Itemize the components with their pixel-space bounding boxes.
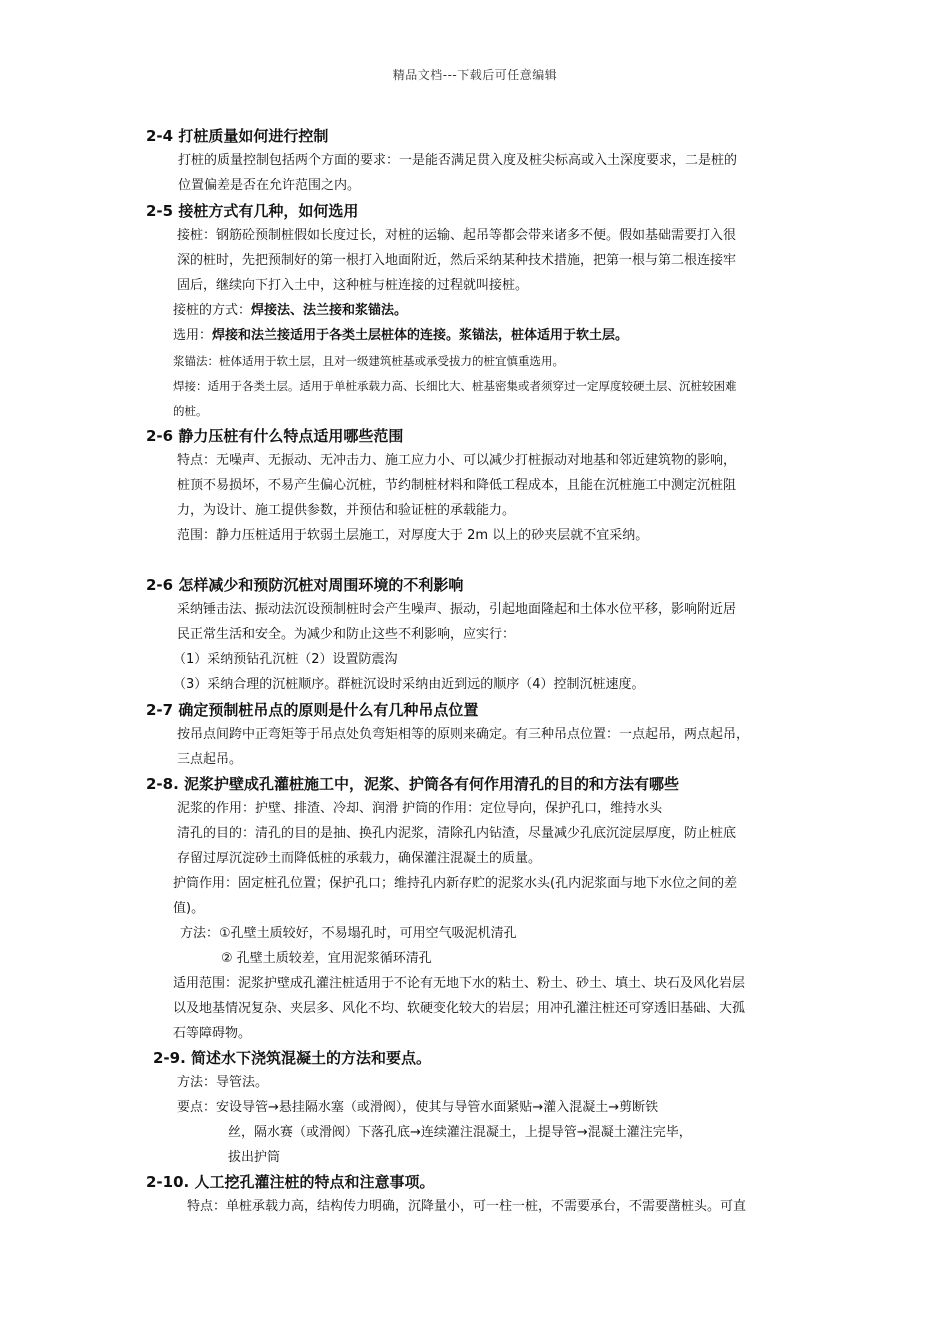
section-title-2-4: 2-4 打桩质量如何进行控制 — [146, 127, 329, 145]
paragraph-line: 适用范围：泥浆护壁成孔灌注桩适用于不论有无地下水的粘土、粉土、砂土、填土、块石及风化岩层 — [173, 976, 746, 991]
paragraph-line: 以及地基情况复杂、夹层多、风化不均、软硬变化较大的岩层；用冲孔灌注桩还可穿透旧基础、大孤 — [173, 1001, 746, 1016]
splice-choose-label: 选用： — [173, 328, 213, 343]
paragraph-line: 值)。 — [173, 901, 205, 916]
paragraph-line: 打桩的质量控制包括两个方面的要求：一是能否满足贯入度及桩尖标高或入土深度要求，二是桩的 — [178, 153, 738, 168]
paragraph-line: 三点起吊。 — [177, 752, 243, 767]
splice-choose-line — [173, 327, 628, 345]
paragraph-line: （1）采纳预钻孔沉桩（2）设置防震沟 — [173, 652, 398, 667]
splice-choose-value: 焊接和法兰接适用于各类土层桩体的连接。浆锚法，桩体适用于软土层。 — [212, 328, 629, 343]
paragraph-line: 存留过厚沉淀砂土而降低桩的承载力，确保灌注混凝土的质量。 — [177, 851, 542, 866]
paragraph-line: 石等障碍物。 — [173, 1026, 252, 1041]
paragraph-line: 护筒作用：固定桩孔位置；保护孔口；维持孔内新存贮的泥浆水头(孔内泥浆面与地下水位之间的差 — [173, 876, 738, 891]
splice-methods-line — [173, 302, 407, 320]
section-title-2-8: 2-8. 泥浆护壁成孔灌桩施工中，泥浆、护筒各有何作用清孔的目的和方法有哪些 — [146, 775, 680, 793]
section-title-2-7: 2-7 确定预制桩吊点的原则是什么有几种吊点位置 — [146, 701, 479, 719]
splice-methods-value: 焊接法、法兰接和浆锚法。 — [251, 303, 408, 318]
paragraph-line: ② 孔壁土质较差，宜用泥浆循环清孔 — [221, 951, 432, 966]
paragraph-line: 桩顶不易损坏，不易产生偏心沉桩，节约制桩材料和降低工程成本，且能在沉桩施工中测定沉桩阻 — [177, 478, 737, 493]
paragraph-line: 接桩：钢筋砼预制桩假如长度过长，对桩的运输、起吊等都会带来诸多不便。假如基础需要打入很 — [177, 228, 737, 243]
paragraph-line: 方法：导管法。 — [177, 1075, 269, 1090]
paragraph-line: 采纳锤击法、振动法沉设预制桩时会产生噪声、振动，引起地面隆起和土体水位平移，影响附近居 — [177, 602, 737, 617]
paragraph-line: 方法：①孔壁土质较好，不易塌孔时，可用空气吸泥机清孔 — [180, 926, 517, 941]
paragraph-line: （3）采纳合理的沉桩顺序。群桩沉设时采纳由近到远的顺序（4）控制沉桩速度。 — [173, 677, 645, 692]
paragraph-line: 拔出护筒 — [228, 1150, 281, 1165]
paragraph-line: 焊接：适用于各类土层。适用于单桩承载力高、长细比大、桩基密集或者须穿过一定厚度较硬土层、沉桩较困难 — [173, 379, 737, 393]
section-title-2-5: 2-5 接桩方式有几种，如何选用 — [146, 202, 359, 220]
splice-methods-label: 接桩的方式： — [173, 303, 252, 318]
paragraph-line: 特点：无噪声、无振动、无冲击力、施工应力小、可以减少打桩振动对地基和邻近建筑物的影响， — [177, 453, 737, 468]
paragraph-line: 要点：安设导管→悬挂隔水塞（或滑阀），使其与导管水面紧贴→灌入混凝土→剪断铁 — [177, 1100, 659, 1115]
paragraph-line: 范围：静力压桩适用于软弱土层施工，对厚度大于 2m 以上的砂夹层就不宜采纳。 — [177, 528, 649, 543]
section-title-2-6-static-pile: 2-6 静力压桩有什么特点适用哪些范围 — [146, 427, 404, 445]
section-title-2-6-environment: 2-6 怎样减少和预防沉桩对周围环境的不利影响 — [146, 576, 464, 594]
paragraph-line: 的桩。 — [173, 404, 208, 418]
paragraph-line: 深的桩时，先把预制好的第一根打入地面附近，然后采纳某种技术措施，把第一根与第二根连接牢 — [177, 253, 737, 268]
paragraph-line: 浆锚法：桩体适用于软土层，且对一级建筑桩基或承受拔力的桩宜慎重选用。 — [173, 354, 564, 368]
paragraph-line: 特点：单桩承载力高，结构传力明确，沉降量小，可一柱一桩，不需要承台，不需要凿桩头。可直 — [187, 1199, 747, 1214]
paragraph-line: 力，为设计、施工提供参数，并预估和验证桩的承载能力。 — [177, 503, 516, 518]
paragraph-line: 泥浆的作用：护壁、排渣、冷却、润滑 护筒的作用：定位导向，保护孔口，维持水头 — [177, 801, 663, 816]
paragraph-line: 按吊点间跨中正弯矩等于吊点处负弯矩相等的原则来确定。有三种吊点位置：一点起吊，两点起吊， — [177, 727, 750, 742]
paragraph-line: 民正常生活和安全。为减少和防止这些不利影响，应实行： — [177, 627, 516, 642]
paragraph-line: 丝，隔水赛（或滑阀）下落孔底→连续灌注混凝土，上提导管→混凝土灌注完毕， — [228, 1125, 692, 1140]
paragraph-line: 位置偏差是否在允许范围之内。 — [178, 178, 361, 193]
page-header: 精品文档---下载后可任意编辑 — [392, 68, 558, 82]
section-title-2-9: 2-9. 简述水下浇筑混凝土的方法和要点。 — [153, 1049, 432, 1067]
paragraph-line: 固后，继续向下打入土中，这种桩与桩连接的过程就叫接桩。 — [177, 278, 529, 293]
paragraph-line: 清孔的目的：清孔的目的是抽、换孔内泥浆，清除孔内钻渣，尽量减少孔底沉淀层厚度，防止桩底 — [177, 826, 737, 841]
section-title-2-10: 2-10. 人工挖孔灌注桩的特点和注意事项。 — [146, 1173, 435, 1191]
